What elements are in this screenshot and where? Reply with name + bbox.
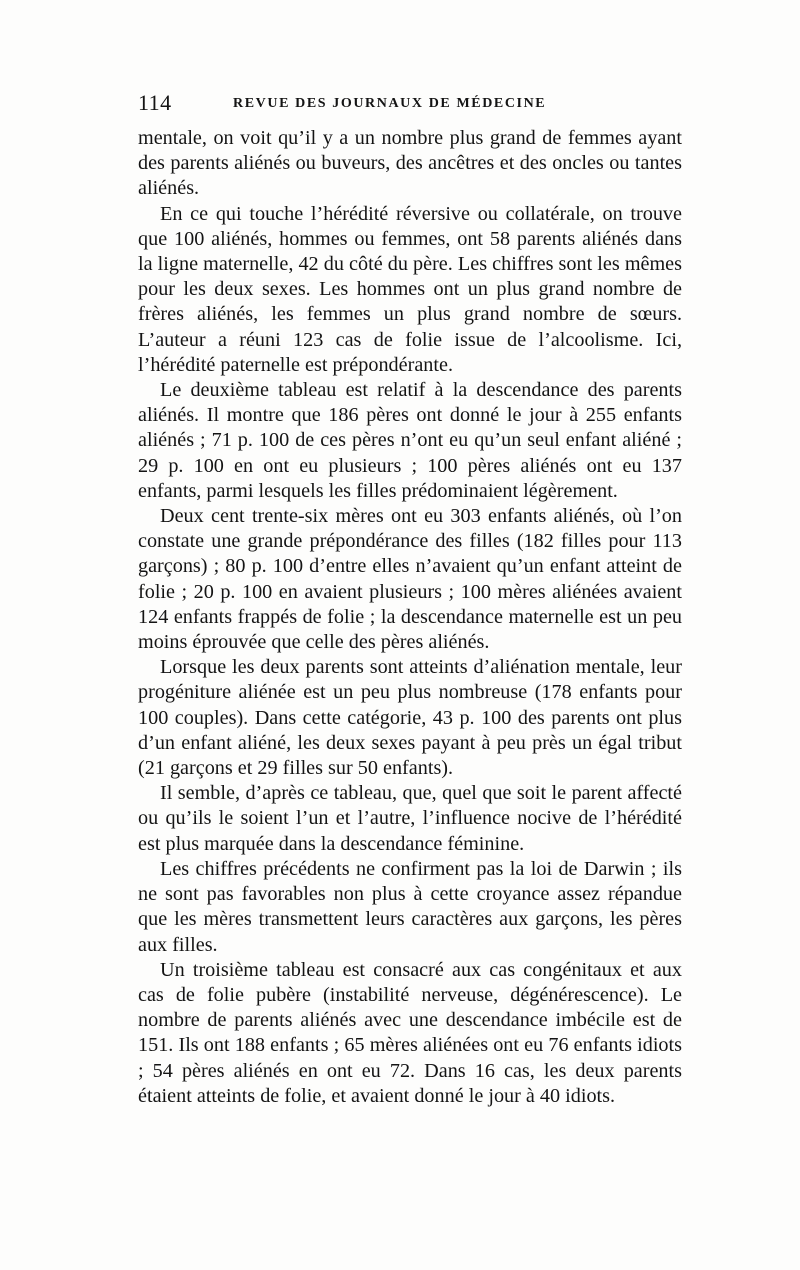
paragraph: Les chiffres précédents ne confirment pas la loi de Darwin ; ils ne sont pas favorables non plus à cette croyance assez répandue que les mères transmettent leurs caractères aux garçons, les pères aux filles. <box>138 857 682 956</box>
paragraph: Un troisième tableau est consacré aux cas congénitaux et aux cas de folie pubère (instabilité nerveuse, dégénérescence). Le nombre de parents aliénés avec une descendance imbécile est de 151. Ils ont 188 enfants ; 65 mères aliénées ont eu 76 enfants idiots ; 54 pères aliénés en ont eu 72. Dans 16 cas, les deux parents étaient atteints de folie, et avaient donné le jour à 40 idiots. <box>138 958 682 1107</box>
paragraph: Deux cent trente-six mères ont eu 303 enfants aliénés, où l’on constate une grande prépondérance des filles (182 filles pour 113 garçons) ; 80 p. 100 d’entre elles n’avaient qu’un enfant atteint de folie ; 20 p. 100 en avaient plusieurs ; 100 mères aliénées avaient 124 enfants frappés de folie ; la descendance maternelle est un peu moins éprouvée que celle des pères aliénés. <box>138 505 682 654</box>
page-number: 114 <box>138 90 172 115</box>
page-header <box>138 90 682 120</box>
running-head: REVUE DES JOURNAUX DE MÉDECINE <box>233 96 547 111</box>
paragraph: En ce qui touche l’hérédité réversive ou collatérale, on trouve que 100 aliénés, hommes ou femmes, ont 58 parents aliénés dans la ligne maternelle, 42 du côté du père. Les chiffres sont les mêmes pour les deux sexes. Les hommes ont un plus grand nombre de frères aliénés, les femmes un plus grand nombre de sœurs. L’auteur a réuni 123 cas de folie issue de l’alcoolisme. Ici, l’hérédité paternelle est prépondérante. <box>138 202 682 376</box>
paragraph: Il semble, d’après ce tableau, que, quel que soit le parent affecté ou qu’ils le soient l’un et l’autre, l’influence nocive de l’hérédité est plus marquée dans la descendance féminine. <box>138 782 682 855</box>
article-text <box>138 126 682 1109</box>
paragraph: Le deuxième tableau est relatif à la descendance des parents aliénés. Il montre que 186 pères ont donné le jour à 255 enfants aliénés ; 71 p. 100 de ces pères n’ont eu qu’un seul enfant aliéné ; 29 p. 100 en ont eu plusieurs ; 100 pères aliénés ont eu 137 enfants, parmi lesquels les filles prédominaient légèrement. <box>138 379 682 502</box>
paragraph: mentale, on voit qu’il y a un nombre plus grand de femmes ayant des parents aliénés ou buveurs, des ancêtres et des oncles ou tantes aliénés. <box>138 127 682 200</box>
paragraph: Lorsque les deux parents sont atteints d’aliénation mentale, leur progéniture aliénée est un peu plus nombreuse (178 enfants pour 100 couples). Dans cette catégorie, 43 p. 100 des parents ont plus d’un enfant aliéné, les deux sexes payant à peu près un égal tribut (21 garçons et 29 filles sur 50 enfants). <box>138 656 682 780</box>
